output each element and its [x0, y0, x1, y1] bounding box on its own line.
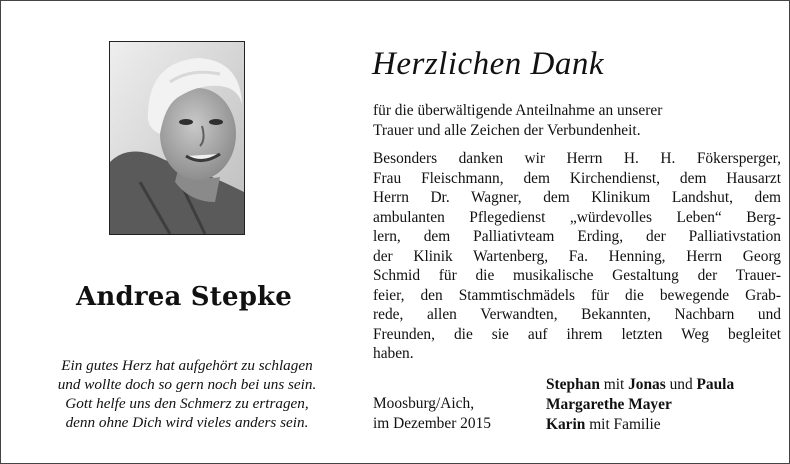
- family-line: [546, 395, 734, 415]
- family-connector: mit Familie: [585, 416, 661, 433]
- family-member: Jonas: [628, 376, 666, 393]
- poem-line: Ein gutes Herz hat aufgehört zu schlagen: [61, 357, 313, 374]
- family-line: [546, 415, 734, 435]
- body-line: Besonders danken wir Herrn H. H. Fökersperger,: [373, 150, 781, 167]
- thanks-body: [373, 149, 781, 364]
- family-connector: und: [665, 376, 697, 393]
- intro-line: für die überwältigende Anteilnahme an unserer: [373, 102, 663, 119]
- family-member: Karin: [546, 416, 586, 433]
- poem-line: denn ohne Dich wird vieles anders sein.: [65, 414, 309, 431]
- body-line: Herrn Dr. Wagner, dem Klinikum Landshut, dem: [373, 189, 781, 206]
- place-city: Moosburg/Aich,: [373, 395, 475, 412]
- body-line: haben.: [373, 345, 414, 362]
- intro-line: Trauer und alle Zeichen der Verbundenheit.: [373, 121, 641, 139]
- family-line: [546, 375, 734, 395]
- memorial-poem: [22, 356, 352, 432]
- body-line: der Klinik Wartenberg, Fa. Henning, Herrn Georg: [373, 247, 781, 265]
- family-member: Margarethe Mayer: [546, 396, 672, 413]
- family-member: Stephan: [546, 376, 600, 393]
- place-and-date: [373, 394, 491, 434]
- body-line: lern, dem Palliativteam Erding, der Palliativstation: [373, 228, 781, 245]
- body-line: Frau Fleischmann, dem Kirchendienst, dem Hausarzt: [373, 169, 781, 187]
- portrait-photo: [109, 41, 245, 235]
- deceased-name: Andrea Stepke: [75, 282, 293, 312]
- thanks-heading: Herzlichen Dank: [372, 46, 605, 82]
- poem-line: und wollte doch so gern noch bei uns sein.: [57, 376, 317, 393]
- family-signature: [546, 375, 734, 435]
- family-member: Paula: [696, 376, 735, 393]
- body-line: Schmid für die musikalische Gestaltung der Trauer-: [373, 267, 781, 284]
- body-line: ambulanten Pflegedienst „würdevolles Leben“ Berg-: [373, 208, 781, 226]
- thanks-intro: [373, 101, 781, 140]
- body-line: Freunden, die sie auf ihrem letzten Weg begleitet: [373, 325, 781, 343]
- poem-line: Gott helfe uns den Schmerz zu ertragen,: [65, 395, 309, 412]
- family-connector: mit: [599, 376, 629, 393]
- place-date: im Dezember 2015: [373, 415, 491, 432]
- body-line: feier, den Stammtischmädels für die bewegende Grab-: [373, 286, 781, 304]
- body-line: rede, allen Verwandten, Bekannten, Nachbarn und: [373, 306, 781, 323]
